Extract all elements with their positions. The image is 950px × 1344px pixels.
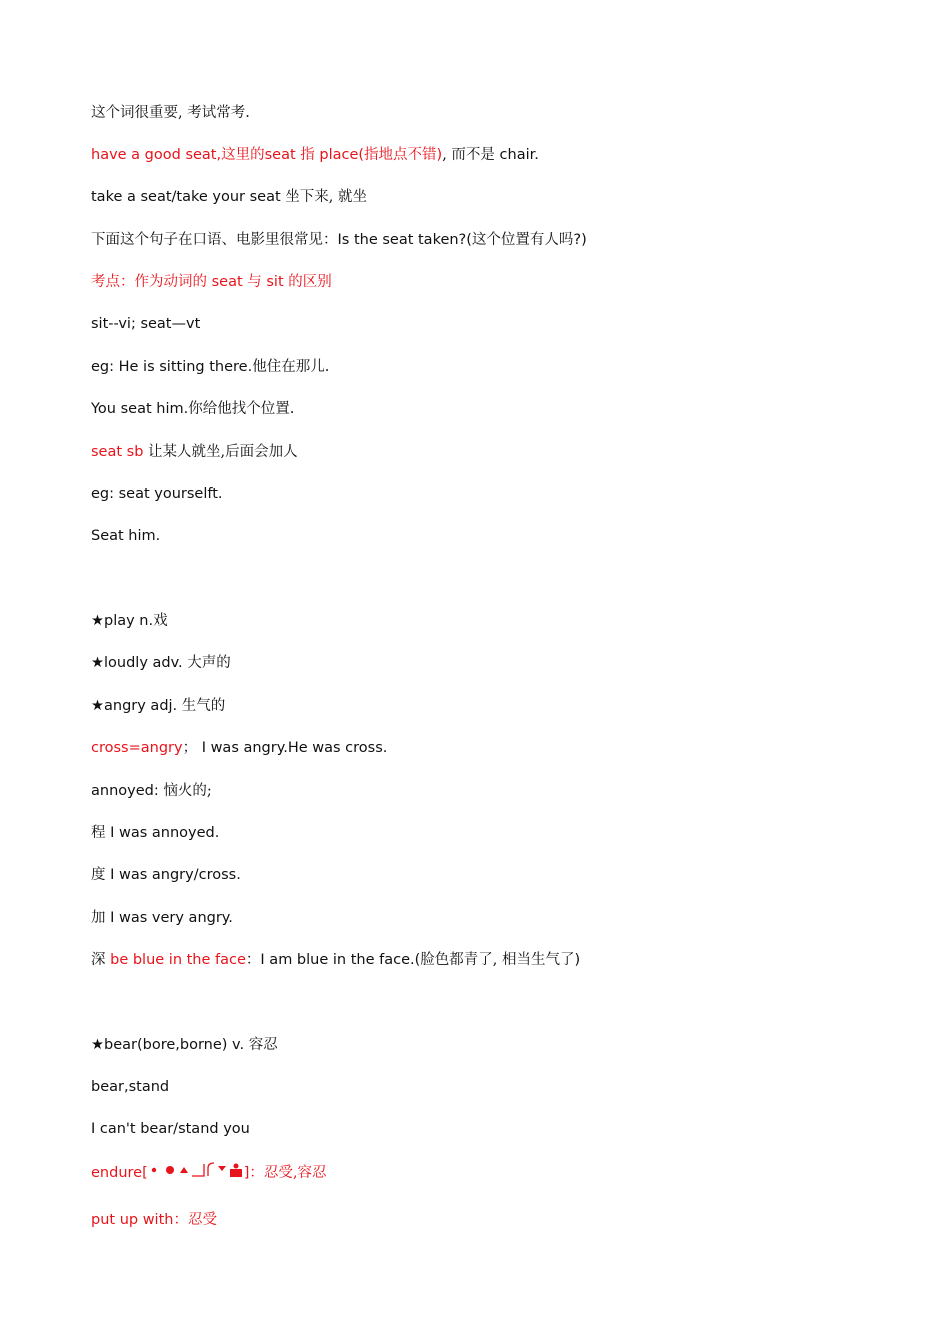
- body-text: 程: [91, 825, 111, 841]
- highlight-text: ：忍受: [173, 1212, 217, 1228]
- body-text: I was annoyed.: [110, 825, 220, 841]
- highlight-text: sit: [266, 274, 289, 290]
- highlight-text: ]: [243, 1165, 250, 1181]
- body-text: 容忍: [248, 1037, 278, 1053]
- body-text: ★bear(bore,borne) v.: [91, 1037, 249, 1053]
- body-text: take a seat/take your seat: [91, 189, 286, 205]
- highlight-text: put up with: [91, 1212, 174, 1228]
- highlight-text: 这里的: [221, 147, 265, 163]
- highlight-text: ：忍受,容忍: [249, 1165, 327, 1181]
- text-line: [91, 526, 160, 546]
- highlight-text: ): [436, 147, 443, 163]
- text-line: [91, 908, 233, 928]
- body-text: I was very angry.: [110, 910, 233, 926]
- body-text: 恼火的;: [163, 783, 212, 799]
- highlight-text: seat: [264, 147, 301, 163]
- highlight-text: 指: [300, 147, 320, 163]
- body-text: ?): [573, 232, 587, 248]
- text-line: [91, 1035, 278, 1055]
- body-text: eg: seat yourselft.: [91, 486, 223, 502]
- highlight-text: seat sb: [91, 444, 149, 460]
- body-text: You seat him.: [91, 401, 189, 417]
- body-text: 他住在那儿.: [252, 359, 330, 375]
- text-line: [91, 950, 580, 970]
- body-text: 戏: [153, 613, 168, 629]
- body-text: chair.: [499, 147, 539, 163]
- body-text: 度: [91, 867, 111, 883]
- text-line: [91, 1119, 250, 1139]
- text-line: [91, 145, 539, 165]
- text-line: [91, 865, 241, 885]
- text-line: [91, 484, 223, 504]
- text-line: [91, 399, 294, 419]
- body-text: eg: He is sitting there.: [91, 359, 253, 375]
- body-text: 你给他找个位置.: [188, 401, 295, 417]
- text-line: [91, 1077, 169, 1097]
- highlight-text: 与: [247, 274, 267, 290]
- text-line: [91, 696, 225, 716]
- body-text: 这个位置有人吗: [471, 232, 574, 248]
- text-line: [91, 653, 231, 673]
- highlight-text: seat: [211, 274, 248, 290]
- text-line: [91, 611, 168, 631]
- body-text: ：: [245, 952, 261, 968]
- body-text: ★angry adj.: [91, 698, 182, 714]
- highlight-text: 的区别: [288, 274, 332, 290]
- body-text: 脸色都青了, 相当生气了: [420, 952, 575, 968]
- body-text: 生气的: [181, 698, 226, 714]
- highlight-text: 指地点不错: [364, 147, 437, 163]
- body-text: ★play n.: [91, 613, 154, 629]
- phonetic-symbol-icon: [148, 1161, 244, 1185]
- body-text: 下面这个句子在口语、电影里很常见：: [91, 232, 338, 248]
- text-line: [91, 738, 387, 758]
- body-text: 坐下来, 就坐: [285, 189, 367, 205]
- body-text: , 而不是: [442, 147, 500, 163]
- body-text: I can't bear/stand you: [91, 1121, 250, 1137]
- body-text: Seat him.: [91, 528, 161, 544]
- body-text: 深: [91, 952, 111, 968]
- text-line: [91, 272, 332, 292]
- text-line: [91, 314, 200, 334]
- body-text: ★loudly adv.: [91, 655, 188, 671]
- body-text: 这个词很重要, 考试常考.: [91, 105, 250, 121]
- text-line: [91, 781, 212, 801]
- body-text: I was angry/cross.: [110, 867, 241, 883]
- highlight-text: endure[: [91, 1165, 148, 1181]
- text-line: [91, 1210, 217, 1230]
- body-text: I was angry.He was cross.: [201, 740, 388, 756]
- text-line: [91, 103, 250, 123]
- highlight-text: have a good seat,: [91, 147, 222, 163]
- text-line: [91, 187, 367, 207]
- highlight-text: be blue in the face: [110, 952, 246, 968]
- highlight-text: cross=angry: [91, 740, 183, 756]
- highlight-text: place(: [319, 147, 365, 163]
- text-line: [91, 357, 329, 377]
- text-line: [91, 230, 587, 250]
- text-line: [91, 1161, 327, 1185]
- highlight-text: 考点：作为动词的: [91, 274, 212, 290]
- body-text: 大声的: [187, 655, 231, 671]
- body-text: 加: [91, 910, 111, 926]
- text-line: [91, 442, 298, 462]
- body-text: I am blue in the face.(: [260, 952, 421, 968]
- body-text: bear,stand: [91, 1079, 170, 1095]
- body-text: 让某人就坐,后面会加人: [148, 444, 298, 460]
- body-text: sit--vi; seat—vt: [91, 316, 201, 332]
- body-text: Is the seat taken?(: [337, 232, 472, 248]
- body-text: ；: [182, 740, 202, 756]
- text-line: [91, 823, 219, 843]
- body-text: ): [574, 952, 581, 968]
- body-text: annoyed:: [91, 783, 164, 799]
